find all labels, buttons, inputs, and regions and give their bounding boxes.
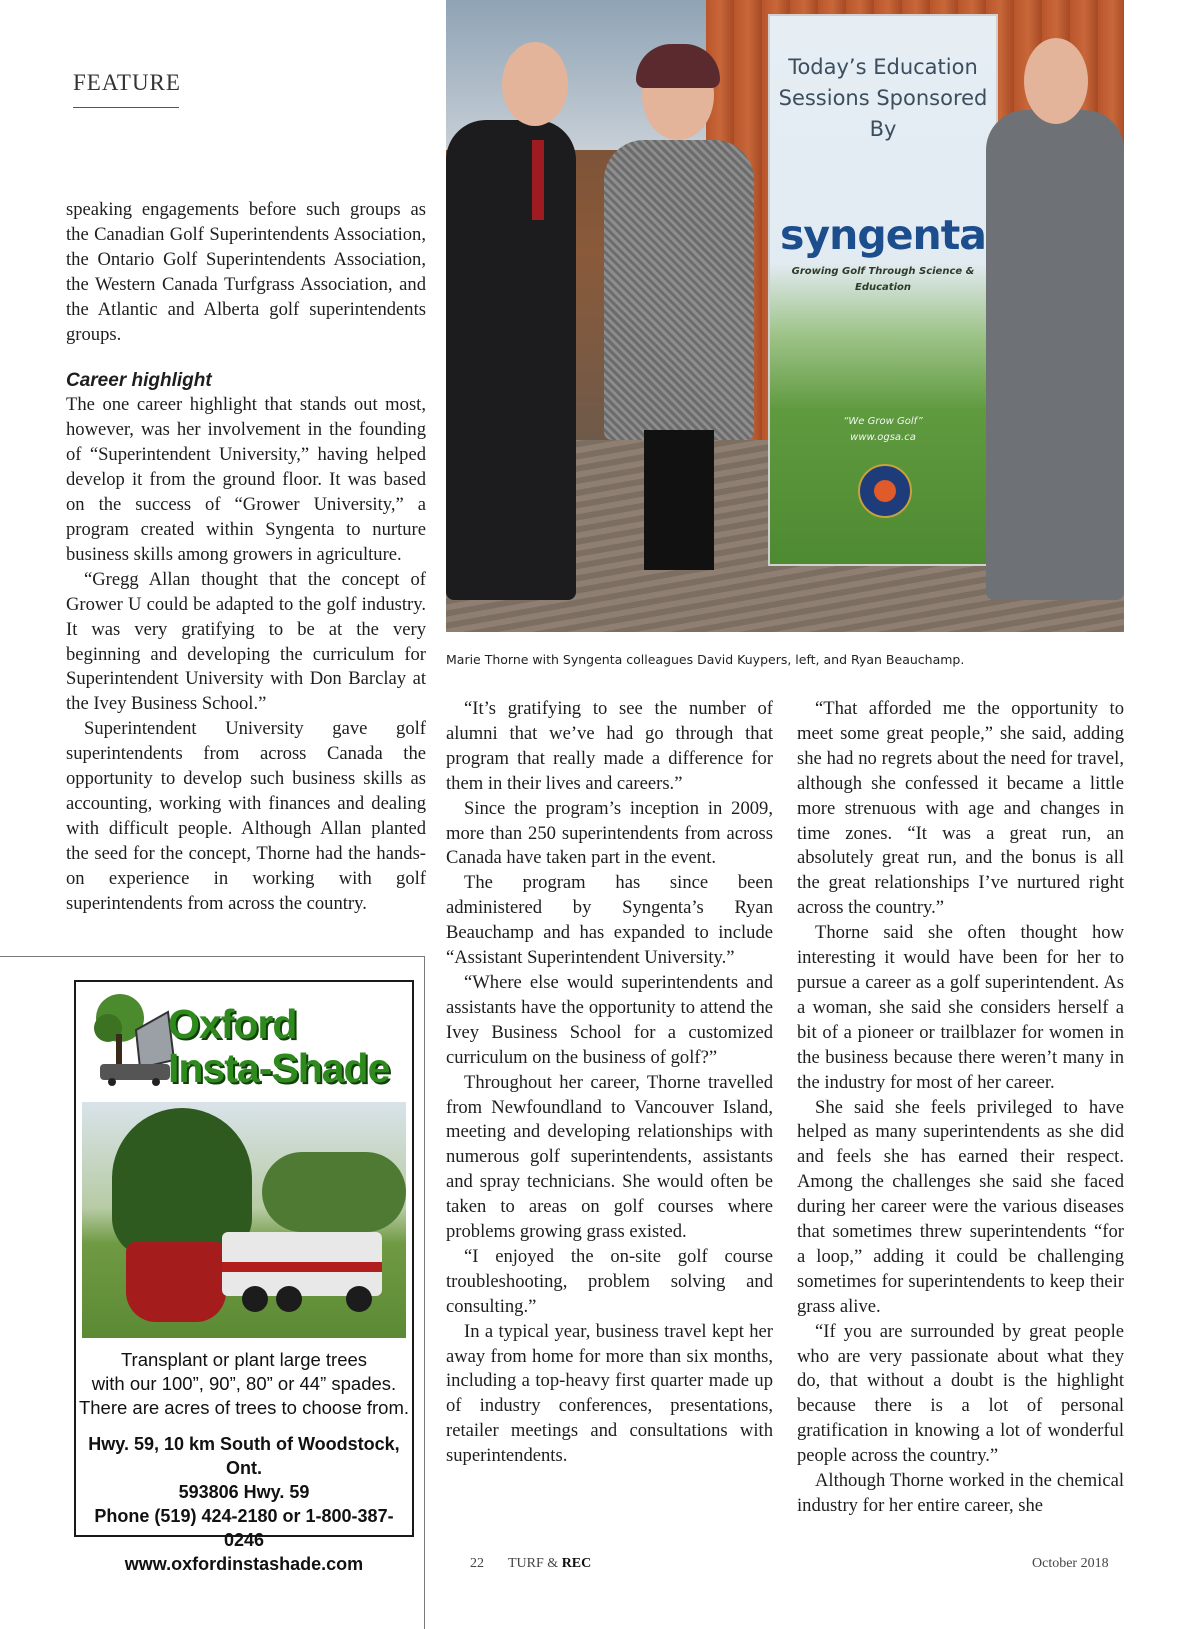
- right-paragraph-2: Thorne said she often thought how interesting it would have been for her to pursue a career as a golf superintendent. As a woman, she said she considers herself a bit of a pioneer or trailblazer for women in the business because there weren’t many in the industry for most of her career.: [797, 922, 1124, 1093]
- right-paragraph-1: “That afforded me the opportunity to meet some great people,” she said, adding she had no regrets about the need for travel, although she confessed it became a little more strenuous with age and changes in time zones. “It was a great run, an absolutely great run, and the bonus is all the great relationships I’ve nurtured right across the country.”: [797, 698, 1124, 919]
- syngenta-banner: [768, 14, 998, 566]
- right-paragraph-5: Although Thorne worked in the chemical industry for her entire career, she: [797, 1470, 1124, 1516]
- ad-address-line2: 593806 Hwy. 59: [178, 1482, 310, 1502]
- left-column: [66, 198, 426, 916]
- ad-logo-line2: Insta-Shade: [168, 1045, 390, 1091]
- section-label: FEATURE: [73, 70, 181, 95]
- ad-photo-wheel-1: [242, 1286, 268, 1312]
- banner-tagline: Growing Golf Through Science & Education: [791, 266, 975, 293]
- ad-frame-right-rule: [424, 956, 425, 1629]
- right-paragraph-3: She said she feels privileged to have helped as many superintendents as she did and feels she has earned their respect. Among the challenges she said she faced during her career were the various diseases that sometimes threw superintendents “for a loop,” adding it could be challenging sometimes for superintendents to keep their grass alive.: [797, 1096, 1124, 1317]
- left-paragraph-3: Superintendent University gave golf superintendents from across Canada the opportunity to develop such business skills as accounting, working with finances and dealing with difficult people. Although Allan planted the seed for the concept, Thorne had the hands-on experience in working with golf superintendents from across the country.: [66, 718, 426, 914]
- ad-desc-line2: with our 100”, 90”, 80” or 44” spades.: [91, 1373, 397, 1394]
- right-paragraph-4: “If you are surrounded by great people who are very passionate about what they do, that without a doubt is the highlight because there is a lot of personal gratification in knowing a lot of wonderful people across the country.”: [797, 1320, 1124, 1467]
- ad-photo-trees-bg: [262, 1152, 406, 1232]
- ad-tree-truck-photo: [82, 1102, 406, 1338]
- middle-paragraph-3: The program has since been administered by Syngenta’s Ryan Beauchamp and has expanded to include “Assistant Superintendent University.”: [446, 872, 773, 969]
- footer-magazine-part2: REC: [561, 1556, 592, 1571]
- event-photo: [446, 0, 1124, 632]
- ad-photo-wheel-3: [346, 1286, 372, 1312]
- person-center: [604, 140, 754, 440]
- ad-photo-spade: [126, 1242, 226, 1322]
- ad-frame-top-rule: [0, 956, 425, 957]
- ogsa-seal-icon: [858, 464, 912, 518]
- ad-phone[interactable]: Phone (519) 424-2180 or 1-800-387-0246: [94, 1506, 394, 1550]
- footer-page-number: 22: [470, 1556, 484, 1571]
- section-rule: [73, 107, 179, 108]
- left-paragraph-2: “Gregg Allan thought that the concept of Grower U could be adapted to the golf industry. It was very gratifying to be at the very beginning and developing the curriculum for Superintendent University with Don Barclay at the Ivey Business School.”: [66, 568, 426, 715]
- person-left-head: [502, 42, 568, 126]
- ad-address-line1: Hwy. 59, 10 km South of Woodstock, Ont.: [88, 1434, 400, 1478]
- person-right: [986, 110, 1124, 600]
- banner-brand: syngenta: [780, 211, 986, 259]
- footer-magazine-part1: TURF &: [508, 1556, 562, 1571]
- banner-heading: Today’s Education Sessions Sponsored By: [778, 55, 988, 141]
- middle-paragraph-2: Since the program’s inception in 2009, more than 250 superintendents from across Canada have taken part in the event.: [446, 797, 773, 869]
- middle-paragraph-6: “I enjoyed the on-site golf course troubleshooting, problem solving and consulting.”: [446, 1245, 773, 1317]
- ad-desc-line1: Transplant or plant large trees: [120, 1349, 368, 1370]
- ad-description: [76, 1348, 412, 1420]
- middle-column: [446, 697, 773, 1469]
- person-right-head: [1024, 38, 1088, 124]
- ad-desc-line3: There are acres of trees to choose from.: [78, 1397, 410, 1418]
- left-intro-paragraph: speaking engagements before such groups as the Canadian Golf Superintendents Association, the Ontario Golf Superintendents Association, the Western Canada Turfgrass Association, and the Atlantic and Alberta golf superintendents groups.: [66, 199, 426, 345]
- banner-slogan: “We Grow Golf”: [843, 416, 923, 427]
- left-paragraph-1: The one career highlight that stands out most, however, was her involvement in the founding of “Superintendent University,” having helped develop it from the ground floor. It was based on the success of “Grower University,” a program created within Syngenta to nurture business skills among growers in agriculture.: [66, 394, 426, 565]
- photo-caption: Marie Thorne with Syngenta colleagues David Kuypers, left, and Ryan Beauchamp.: [446, 652, 965, 667]
- person-left-tie: [532, 140, 544, 220]
- tree-spade-icon: [90, 990, 178, 1086]
- banner-slogan-block: [770, 414, 996, 446]
- person-left: [446, 120, 576, 600]
- middle-paragraph-1: “It’s gratifying to see the number of alumni that we’ve had go through that program that really made a difference for them in their lives and careers.”: [446, 698, 773, 794]
- footer-magazine-name: [508, 1556, 591, 1572]
- middle-paragraph-5: Throughout her career, Thorne travelled from Newfoundland to Vancouver Island, meeting and developing relationships with numerous golf superintendents, assistants and spray technicians. She would often be taken to areas on golf courses where problems growing grass existed.: [446, 1071, 773, 1243]
- person-center-legs: [644, 430, 714, 570]
- ad-logo: [168, 1002, 389, 1090]
- right-column: [797, 697, 1124, 1519]
- middle-paragraph-7: In a typical year, business travel kept her away from home for more than six months, including a top-heavy first quarter made up of industry conferences, presentations, retailer meetings and consultations with superintendents.: [446, 1320, 773, 1467]
- oxford-insta-shade-ad[interactable]: [74, 980, 414, 1574]
- career-highlight-heading: Career highlight: [66, 370, 212, 392]
- ad-contact: [76, 1432, 412, 1576]
- footer-date: October 2018: [1032, 1556, 1109, 1571]
- ad-logo-line1: Oxford: [168, 1001, 297, 1047]
- ad-photo-truck-stripe: [222, 1262, 382, 1272]
- ad-photo-wheel-2: [276, 1286, 302, 1312]
- middle-paragraph-4: “Where else would superintendents and assistants have the opportunity to attend the Ivey Business School for a customized curriculum on the business of golf?”: [446, 971, 773, 1068]
- banner-url: www.ogsa.ca: [850, 432, 916, 443]
- ad-website-link[interactable]: www.oxfordinstashade.com: [124, 1554, 364, 1574]
